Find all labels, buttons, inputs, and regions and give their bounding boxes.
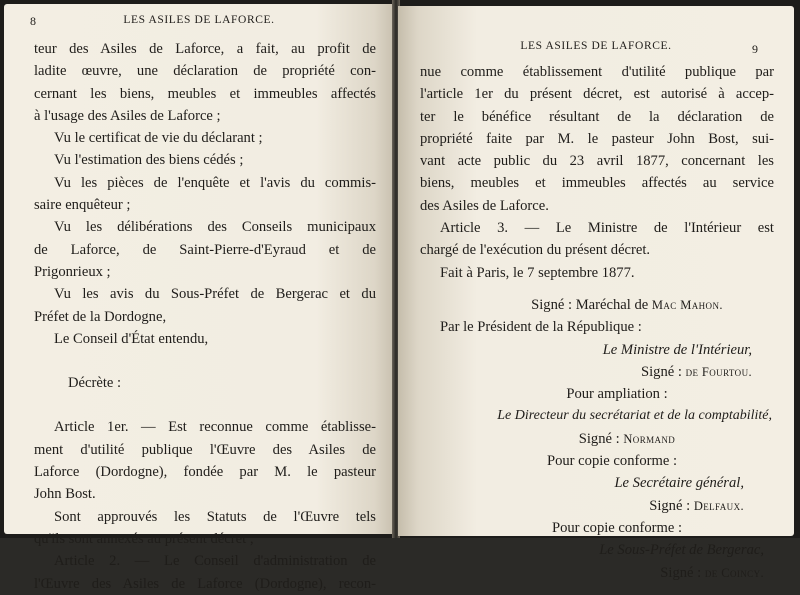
text-line: Vu le certificat de vie du déclarant ; — [54, 130, 263, 147]
text-line: de Laforce, de Saint-Pierre-d'Eyraud et de — [34, 241, 376, 258]
text-line: Prigonrieux ; — [34, 263, 111, 280]
signatory-name: de Fourtou. — [685, 364, 752, 379]
text-line: Vu les délibérations des Conseils municipaux — [54, 219, 376, 236]
signatory-title: Le Sous-Préfet de Bergerac, — [599, 542, 764, 559]
text-line: vant acte public du 23 avril 1877, concernant les — [420, 153, 774, 170]
text-line: Vu les avis du Sous-Préfet de Bergerac et du — [54, 286, 376, 303]
text-line: Laforce (Dordogne), fondée par M. le pasteur — [34, 464, 376, 481]
text-line: Article 3. — Le Ministre de l'Intérieur est — [440, 220, 774, 237]
signatory-title: Le Ministre de l'Intérieur, — [602, 341, 752, 358]
signature-line: Pour ampliation : — [566, 386, 668, 403]
text-line: l'article 1er du présent décret, est autorisé à accep- — [420, 86, 774, 103]
text-line: chargé de l'exécution du présent décret. — [420, 242, 651, 259]
text-line: l'Œuvre des Asiles de Laforce (Dordogne), recon- — [34, 575, 376, 592]
signatory-title: Le Directeur du secrétariat et de la comptabilité, — [497, 408, 772, 424]
text-line: à l'usage des Asiles de Laforce ; — [34, 107, 221, 124]
signatory-name: Mac Mahon. — [651, 297, 723, 312]
text-line: ter le bénéfice résultant de la déclaration de — [420, 108, 774, 125]
text-line: des Asiles de Laforce. — [420, 197, 549, 214]
text-line: Vu l'estimation des biens cédés ; — [54, 152, 244, 169]
signed-label: Signé : — [649, 497, 691, 514]
text-line: Préfet de la Dordogne, — [34, 308, 167, 325]
page-number: 9 — [752, 42, 758, 56]
text-line: cernant les biens, meubles et immeubles affectés — [34, 85, 376, 102]
text-line: Le Conseil d'État entendu, — [54, 330, 209, 347]
signature-line — [420, 495, 774, 517]
text-line: Article 1er. — Est reconnue comme établisse- — [54, 419, 376, 436]
signature-line — [420, 562, 774, 584]
signature-block — [420, 294, 774, 584]
text-line: ment d'utilité publique l'Œuvre des Asiles de — [34, 441, 376, 458]
signature-line: Par le Président de la République : — [440, 319, 642, 336]
signature-line: Pour copie conforme : — [546, 453, 678, 470]
spacer — [34, 394, 376, 416]
text-line: Article 2. — Le Conseil d'administration de — [54, 553, 376, 570]
signature-line — [420, 428, 774, 450]
text-line: Fait à Paris, le 7 septembre 1877. — [440, 264, 635, 281]
signed-label: Signé : — [578, 430, 620, 447]
decrete-heading: Décrète : — [68, 375, 122, 392]
signatory-title: Le Secrétaire général, — [614, 475, 744, 492]
signature-line: Pour copie conforme : — [551, 519, 683, 536]
signatory-name: de Coincy. — [704, 565, 764, 580]
left-page — [4, 4, 394, 592]
text-line: biens, meubles et immeubles affectés au service — [420, 175, 774, 192]
signature-line — [420, 361, 774, 383]
text-line: saire enquêteur ; — [34, 197, 131, 214]
text-line: John Bost. — [34, 486, 96, 503]
page-number: 8 — [30, 14, 36, 28]
signatory-name: Normand — [623, 431, 676, 446]
text-line: nue comme établissement d'utilité publique par — [420, 64, 774, 80]
text-line: ladite œuvre, une déclaration de propriété con- — [34, 63, 376, 80]
text-line: teur des Asiles de Laforce, a fait, au profit de — [34, 41, 376, 57]
signed-label: Signé : Maréchal de — [531, 296, 649, 313]
signatory-name: Delfaux. — [693, 498, 744, 513]
spacer — [34, 350, 376, 372]
right-page-body — [420, 61, 774, 584]
text-line: Vu les pièces de l'enquête et l'avis du commis- — [54, 174, 376, 191]
signed-label: Signé : — [660, 564, 702, 581]
right-page — [398, 6, 794, 581]
text-line: qu'ils sont annexés au présent décret ; — [34, 530, 254, 547]
signature-line — [420, 294, 774, 316]
text-line: propriété faite par M. le pasteur John Bost, sui- — [420, 130, 774, 147]
running-head: LES ASILES DE LAFORCE. — [520, 40, 672, 52]
running-head: LES ASILES DE LAFORCE. — [123, 14, 275, 26]
left-page-body — [34, 38, 376, 595]
signed-label: Signé : — [640, 363, 682, 380]
text-line: Sont approuvés les Statuts de l'Œuvre tels — [54, 508, 376, 525]
